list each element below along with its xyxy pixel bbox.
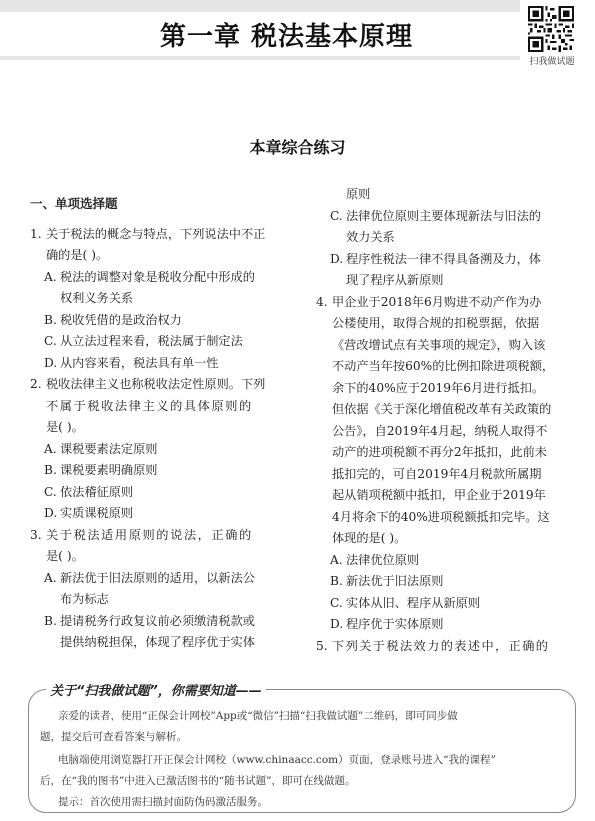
- question-text: 公楼使用，取得合规的扣税票据，依据: [332, 316, 540, 330]
- question-text: 4月将余下的40%进项税额抵扣完毕。这: [332, 509, 550, 524]
- option-text: 提请税务行政复议前必须缴清税款或: [60, 613, 255, 628]
- notice-box: [28, 680, 576, 812]
- section-title: 本章综合练习: [249, 138, 346, 157]
- option-text: 从内容来看，税法具有单一性: [60, 355, 219, 370]
- option-label: B.: [330, 574, 343, 588]
- question-text: 余下的40%应于2019年6月进行抵扣。: [332, 380, 545, 395]
- option-label: C.: [44, 334, 57, 348]
- question-text: 公告》，自2019年4月起，纳税人取得不: [332, 423, 548, 438]
- option-b[interactable]: [30, 460, 300, 482]
- option-label: B.: [44, 613, 57, 628]
- question-text: 甲企业于2018年6月购进不动产作为办: [332, 294, 542, 309]
- left-column: [30, 193, 300, 654]
- question-number: 1.: [30, 226, 42, 241]
- option-b[interactable]: [316, 571, 578, 593]
- option-a[interactable]: [30, 568, 300, 611]
- header-divider: [0, 56, 520, 60]
- question-text: 抵扣完的，可自2019年4月税款所属期: [332, 466, 542, 481]
- option-label: D.: [44, 355, 58, 370]
- question-text: 是( )。: [46, 549, 84, 563]
- option-label: D.: [44, 506, 58, 520]
- option-d[interactable]: [316, 249, 578, 292]
- question-text: 体现的是( )。: [332, 531, 407, 545]
- option-label: A.: [330, 552, 343, 567]
- option-text: 新法优于旧法原则的适用，以新法公: [60, 570, 255, 585]
- question-text: 税收法律主义也称税收法定性原则。下列: [46, 377, 266, 391]
- option-text: 现了程序从新原则: [346, 273, 444, 287]
- option-a[interactable]: [30, 267, 300, 310]
- option-label: A.: [44, 269, 57, 284]
- option-label: C.: [330, 595, 343, 610]
- option-text: 权利义务关系: [60, 291, 134, 305]
- option-c[interactable]: [316, 593, 578, 615]
- option-text: 税收凭借的是政治权力: [60, 312, 182, 327]
- notice-text: 后，在“我的图书”中进入已激活图书的“随书试题”，即可在线做题。: [40, 775, 356, 787]
- option-text: 程序性税法一律不得具备溯及力，体: [346, 251, 541, 266]
- option-label: A.: [44, 570, 57, 585]
- question-number: 5.: [316, 638, 328, 653]
- option-text: 程序优于实体原则: [346, 617, 444, 631]
- question-text: 动产的进项税额不再分2年抵扣，此前未: [332, 445, 547, 459]
- question-text: 确的是( )。: [46, 248, 109, 262]
- option-label: D.: [330, 251, 344, 266]
- notice-text: 电脑端使用浏览器打开正保会计网校（www.chinaacc.com）页面，登录账号进入“我的课程”: [58, 754, 496, 766]
- question-text: 《营改增试点有关事项的规定》，购入该: [332, 337, 546, 352]
- question-1: [30, 224, 300, 267]
- option-a[interactable]: [316, 550, 578, 572]
- question-text: 关于税法的概念与特点，下列说法中不正: [46, 226, 266, 241]
- option-text: 实体从旧、程序从新原则: [346, 595, 481, 610]
- option-b[interactable]: [30, 611, 300, 654]
- question-number: 2.: [30, 377, 42, 391]
- notice-text: 提示：首次使用需扫描封面防伪码激活服务。: [58, 796, 268, 808]
- option-text: 税法的调整对象是税收分配中形成的: [60, 269, 255, 284]
- right-column: [316, 184, 578, 657]
- option-text: 课税要素法定原则: [60, 441, 158, 456]
- question-4: [316, 292, 578, 550]
- option-text: 法律优位原则主要体现新法与旧法的: [346, 208, 541, 223]
- question-text: 不属于税收法律主义的具体原则的: [46, 398, 253, 413]
- option-c[interactable]: [30, 331, 300, 353]
- question-5: [316, 636, 578, 658]
- option-label: C.: [330, 208, 343, 223]
- question-number: 4.: [316, 294, 328, 309]
- question-number: 3.: [30, 527, 42, 542]
- question-text: 不动产当年按60%的比例扣除进项税额，: [332, 359, 555, 373]
- part-heading: 一、单项选择题: [30, 196, 118, 211]
- option-text: 提供纳税担保，体现了程序优于实体: [60, 635, 255, 649]
- question-text: 是( )。: [46, 420, 84, 434]
- notice-text: 题，提交后可查看答案与解析。: [40, 731, 187, 743]
- qr-code-icon[interactable]: [528, 6, 574, 52]
- question-3-continuation: 原则: [346, 187, 371, 201]
- question-2: [30, 374, 300, 439]
- option-text: 依法稽征原则: [60, 484, 134, 499]
- header-top-bar: [0, 0, 520, 12]
- question-text: 关于税法适用原则的说法，正确的: [46, 527, 253, 542]
- option-label: D.: [330, 617, 344, 631]
- question-text: 但依据《关于深化增值税改革有关政策的: [332, 402, 552, 416]
- option-text: 从立法过程来看，税法属于制定法: [60, 334, 243, 348]
- option-a[interactable]: [30, 439, 300, 461]
- option-text: 课税要素明确原则: [60, 463, 158, 477]
- option-d[interactable]: [30, 503, 300, 525]
- option-d[interactable]: [316, 614, 578, 636]
- option-text: 效力关系: [346, 230, 395, 244]
- question-text: 下列关于税法效力的表述中，正确的: [332, 638, 550, 653]
- option-b[interactable]: [30, 310, 300, 332]
- qr-caption: 扫我做试题: [529, 57, 575, 67]
- option-text: 新法优于旧法原则: [346, 574, 444, 588]
- option-text: 法律优位原则: [346, 552, 420, 567]
- option-c[interactable]: [316, 206, 578, 249]
- notice-text: 亲爱的读者，使用“正保会计网校”App或“微信”扫描“扫我做试题”二维码，即可同步做: [58, 710, 458, 722]
- question-text: 起从销项税额中抵扣，甲企业于2019年: [332, 488, 546, 502]
- question-3: [30, 525, 300, 568]
- option-label: A.: [44, 441, 57, 456]
- option-c[interactable]: [30, 482, 300, 504]
- option-label: C.: [44, 484, 57, 499]
- notice-title: 关于“扫我做试题”，你需要知道——: [46, 680, 266, 699]
- option-text: 布为标志: [60, 592, 109, 606]
- option-text: 实质课税原则: [60, 506, 134, 520]
- chapter-title: 第一章 税法基本原理: [160, 22, 414, 52]
- option-label: B.: [44, 312, 57, 327]
- option-d[interactable]: [30, 353, 300, 375]
- option-label: B.: [44, 463, 57, 477]
